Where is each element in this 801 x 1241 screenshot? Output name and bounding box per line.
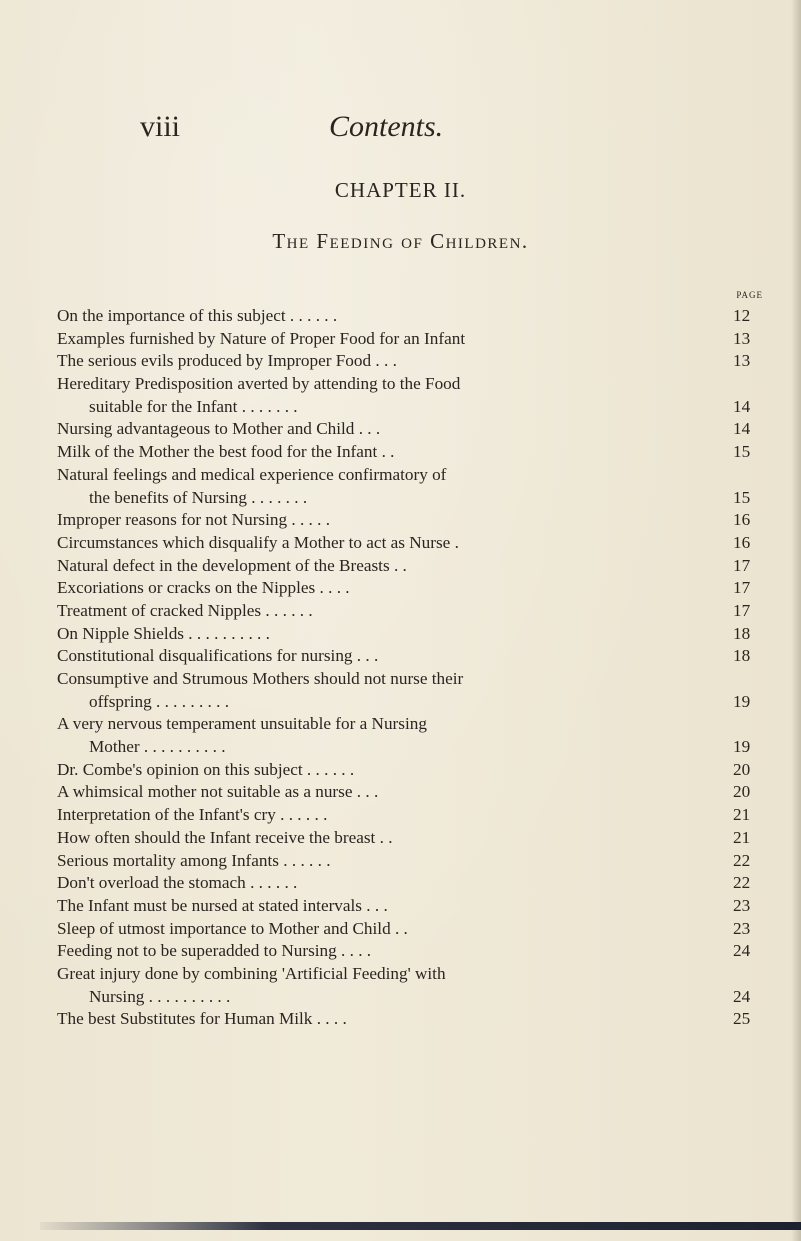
toc-entry-text: offspring . . . . . . . . .	[89, 691, 230, 711]
toc-entry-page: 14	[733, 419, 751, 439]
toc-entry	[57, 759, 767, 782]
toc-entry-page: 13	[733, 328, 751, 348]
table-of-contents	[57, 305, 767, 1031]
toc-entry-text: Constitutional disqualifications for nursing . . .	[57, 646, 379, 666]
toc-entry-page: 17	[733, 600, 751, 620]
toc-entry	[57, 645, 767, 668]
toc-entry-text: The Infant must be nursed at stated intervals . . .	[57, 895, 388, 915]
page-folio: viii	[140, 110, 181, 143]
toc-entry-text: Don't overload the stomach . . . . . .	[57, 873, 298, 893]
toc-entry-page: 17	[733, 578, 751, 598]
toc-entry-page: 20	[733, 782, 751, 802]
toc-entry-text: Sleep of utmost importance to Mother and Child . .	[57, 918, 408, 938]
toc-entry-text: Excoriations or cracks on the Nipples . . . .	[57, 578, 350, 598]
running-head	[0, 110, 801, 150]
toc-entry-page: 24	[733, 941, 751, 961]
page-column-label: PAGE	[736, 290, 763, 300]
toc-entry-text: Natural feelings and medical experience confirmatory of	[57, 464, 447, 484]
toc-entry	[57, 940, 767, 963]
toc-entry	[57, 781, 767, 804]
toc-entry	[57, 577, 767, 600]
toc-entry-page: 17	[733, 555, 751, 575]
toc-entry-page: 24	[733, 986, 751, 1006]
toc-entry-page: 19	[733, 737, 751, 757]
toc-entry-text: Natural defect in the development of the Breasts . .	[57, 555, 407, 575]
toc-entry-page: 15	[733, 487, 751, 507]
toc-entry	[57, 872, 767, 895]
toc-entry	[57, 464, 767, 487]
toc-entry	[57, 487, 767, 510]
toc-entry-text: Feeding not to be superadded to Nursing . . . .	[57, 941, 372, 961]
toc-entry-text: Interpretation of the Infant's cry . . . . . .	[57, 805, 328, 825]
running-title: Contents.	[329, 110, 444, 143]
toc-entry	[57, 509, 767, 532]
toc-entry-page: 16	[733, 510, 751, 530]
toc-entry-text: Improper reasons for not Nursing . . . . .	[57, 510, 331, 530]
toc-entry	[57, 827, 767, 850]
toc-entry-text: Circumstances which disqualify a Mother to act as Nurse .	[57, 532, 459, 552]
toc-entry	[57, 713, 767, 736]
toc-entry-page: 20	[733, 759, 751, 779]
toc-entry	[57, 328, 767, 351]
toc-entry-page: 14	[733, 396, 751, 416]
toc-entry	[57, 623, 767, 646]
toc-entry-text: Treatment of cracked Nipples . . . . . .	[57, 600, 313, 620]
toc-entry	[57, 918, 767, 941]
toc-entry-page: 19	[733, 691, 751, 711]
toc-entry-text: Serious mortality among Infants . . . . . .	[57, 850, 331, 870]
toc-entry	[57, 1008, 767, 1031]
toc-entry-text: the benefits of Nursing . . . . . . .	[89, 487, 308, 507]
toc-entry-page: 21	[733, 827, 751, 847]
toc-entry-page: 23	[733, 895, 751, 915]
chapter-number: CHAPTER II.	[334, 178, 467, 202]
toc-entry-page: 25	[733, 1009, 751, 1029]
toc-entry-page: 22	[733, 873, 751, 893]
toc-entry	[57, 736, 767, 759]
toc-entry-page: 18	[733, 623, 751, 643]
toc-entry-page: 16	[733, 532, 751, 552]
chapter-title: The Feeding of Children.	[272, 229, 529, 253]
toc-entry	[57, 850, 767, 873]
toc-entry	[57, 691, 767, 714]
toc-entry-page: 18	[733, 646, 751, 666]
toc-entry	[57, 418, 767, 441]
toc-entry	[57, 600, 767, 623]
toc-entry	[57, 555, 767, 578]
toc-entry-text: Great injury done by combining 'Artificial Feeding' with	[57, 963, 446, 983]
toc-entry-text: Consumptive and Strumous Mothers should not nurse their	[57, 669, 464, 688]
toc-entry-text: Dr. Combe's opinion on this subject . . . . . .	[57, 759, 355, 779]
toc-entry	[57, 350, 767, 373]
toc-entry-text: How often should the Infant receive the breast . .	[57, 827, 393, 847]
toc-entry-text: A whimsical mother not suitable as a nurse . . .	[57, 782, 379, 802]
toc-entry	[57, 986, 767, 1009]
toc-entry-text: Milk of the Mother the best food for the Infant . .	[57, 442, 395, 462]
toc-entry-page: 13	[733, 351, 751, 371]
toc-entry	[57, 963, 767, 986]
toc-entry	[57, 373, 767, 396]
scan-bottom-edge	[40, 1222, 801, 1230]
toc-entry-page: 21	[733, 805, 751, 825]
toc-entry-text: The best Substitutes for Human Milk . . . .	[57, 1009, 347, 1029]
toc-entry-text: Hereditary Predisposition averted by attending to the Food	[57, 374, 461, 394]
toc-entry-text: suitable for the Infant . . . . . . .	[89, 396, 298, 416]
toc-entry-page: 12	[733, 306, 751, 325]
toc-entry-text: Mother . . . . . . . . . .	[89, 737, 226, 757]
toc-entry-text: The serious evils produced by Improper Food . . .	[57, 351, 397, 371]
toc-entry-page: 22	[733, 850, 751, 870]
toc-entry-text: On the importance of this subject . . . . . .	[57, 306, 338, 325]
toc-entry-text: On Nipple Shields . . . . . . . . . .	[57, 623, 270, 643]
toc-entry	[57, 668, 767, 691]
toc-entry	[57, 396, 767, 419]
toc-entry	[57, 441, 767, 464]
toc-entry-page: 15	[733, 442, 751, 462]
toc-entry-page: 23	[733, 918, 751, 938]
toc-entry-text: Nursing . . . . . . . . . .	[89, 986, 231, 1006]
toc-entry	[57, 532, 767, 555]
toc-entry	[57, 895, 767, 918]
toc-entry-text: Nursing advantageous to Mother and Child . . .	[57, 419, 381, 439]
toc-entry-text: A very nervous temperament unsuitable for a Nursing	[57, 714, 427, 734]
toc-entry-text: Examples furnished by Nature of Proper Food for an Infant	[57, 328, 466, 348]
toc-entry	[57, 804, 767, 827]
toc-entry	[57, 305, 767, 328]
